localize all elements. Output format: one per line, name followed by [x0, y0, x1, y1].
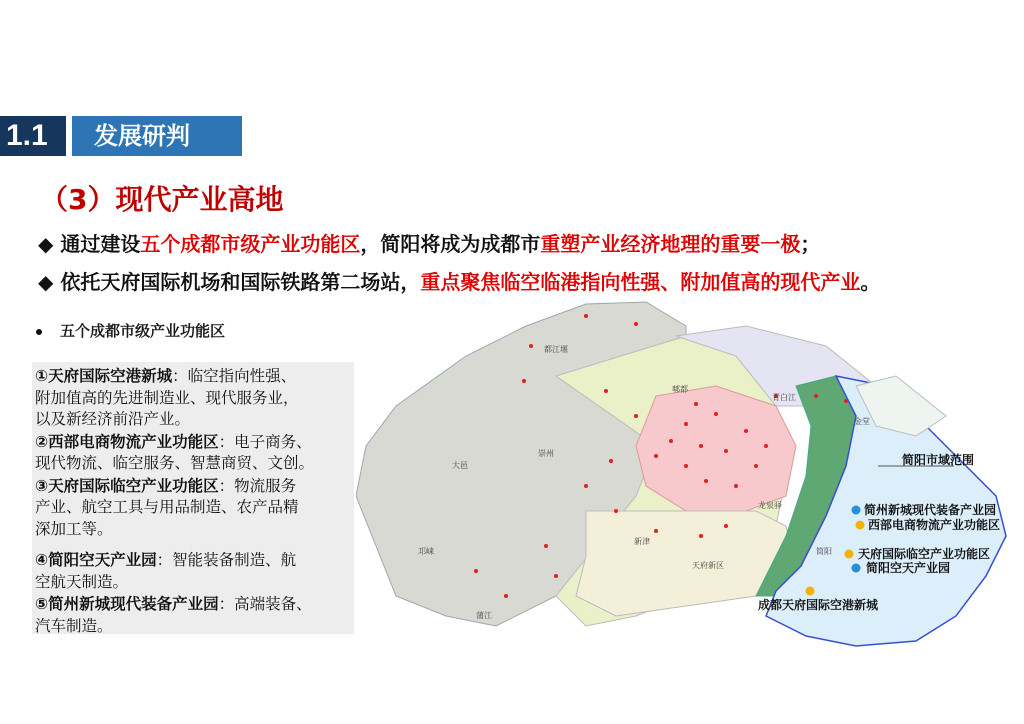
bullet-1-mid: ，简阳将成为成都市: [360, 232, 541, 256]
bullet-1: [38, 228, 820, 257]
page-subtitle: （3）现代产业高地: [40, 183, 284, 216]
zone-name: ④简阳空天产业园: [35, 551, 157, 569]
zone-description-box: [32, 362, 354, 634]
district-label: 新津: [634, 537, 650, 546]
legend-label: 成都天府国际空港新城: [758, 598, 879, 612]
legend-label: 天府国际临空产业功能区: [858, 547, 991, 561]
zone-name: ⑤简州新城现代装备产业园: [35, 595, 219, 613]
section-header: [0, 116, 242, 156]
district-label: 郫都: [672, 385, 688, 394]
legend-label: 西部电商物流产业功能区: [868, 518, 1001, 532]
legend-marker: [806, 587, 815, 596]
zone-name: ③天府国际临空产业功能区: [35, 476, 219, 495]
section-number: 1.1: [0, 116, 66, 156]
bullet-2-pre: 依托天府国际机场和国际铁路第二场站，: [60, 270, 421, 294]
district-label: 蒲江: [476, 611, 492, 620]
bullet-1-highlight: 五个成都市级产业功能区: [140, 232, 361, 256]
district-label: 龙泉驿: [758, 501, 782, 510]
bullet-2-highlight: 重点聚焦临空临港指向性强、附加值高的现代产业: [420, 270, 861, 294]
district-label: 金堂: [854, 417, 870, 426]
zone-name: ②西部电商物流产业功能区: [35, 432, 219, 451]
zone-item: ①天府国际空港新城：临空指向性强、 附加值高的先进制造业、现代服务业， 以及新经济前沿产业。: [35, 367, 299, 428]
bullet-2-post: 。: [860, 270, 881, 294]
bullet-1-pre: 通过建设: [60, 232, 141, 256]
zone-item: ③天府国际临空产业功能区：物流服务 产业、航空工具与用品制造、农产品精 深加工等。: [35, 476, 299, 538]
district-label: 天府新区: [692, 561, 724, 570]
district-label: 青白江: [772, 393, 796, 402]
zone-list-heading: [36, 320, 225, 341]
bullet-1-post: ；: [800, 232, 821, 256]
industry-map: [356, 296, 1024, 652]
zone-item: ⑤简州新城现代装备产业园：高端装备、 汽车制造。: [35, 595, 312, 635]
legend-marker: [852, 564, 861, 573]
boundary-label: 简阳市域范围: [902, 453, 975, 467]
bullet-2: [38, 266, 880, 295]
map-region-core: [636, 386, 796, 511]
district-label: 崇州: [538, 449, 554, 458]
zone-item: ④简阳空天产业园：智能装备制造、航 空航天制造。: [35, 551, 297, 591]
legend-label: 简阳空天产业园: [866, 561, 951, 575]
legend-marker: [856, 521, 865, 530]
district-label: 大邑: [452, 461, 468, 470]
bullet-dot-icon: [36, 329, 42, 335]
legend-label: 简州新城现代装备产业园: [864, 503, 997, 517]
section-title: 发展研判: [72, 116, 242, 156]
district-label: 简阳: [816, 547, 832, 556]
zone-list-heading-text: 五个成都市级产业功能区: [60, 322, 226, 340]
zone-item: ②西部电商物流产业功能区：电子商务、 现代物流、临空服务、智慧商贸、文创。: [35, 432, 315, 472]
zone-name: ①天府国际空港新城: [35, 367, 173, 385]
bullet-1-highlight-2: 重塑产业经济地理的重要一极: [540, 232, 801, 256]
district-label: 都江堰: [544, 345, 568, 354]
legend-marker: [852, 506, 861, 515]
district-label: 邛崃: [418, 547, 434, 556]
legend-marker: [845, 550, 854, 559]
diamond-icon: ◆: [38, 232, 54, 256]
diamond-icon: ◆: [38, 270, 54, 294]
map-svg: [356, 296, 1024, 652]
